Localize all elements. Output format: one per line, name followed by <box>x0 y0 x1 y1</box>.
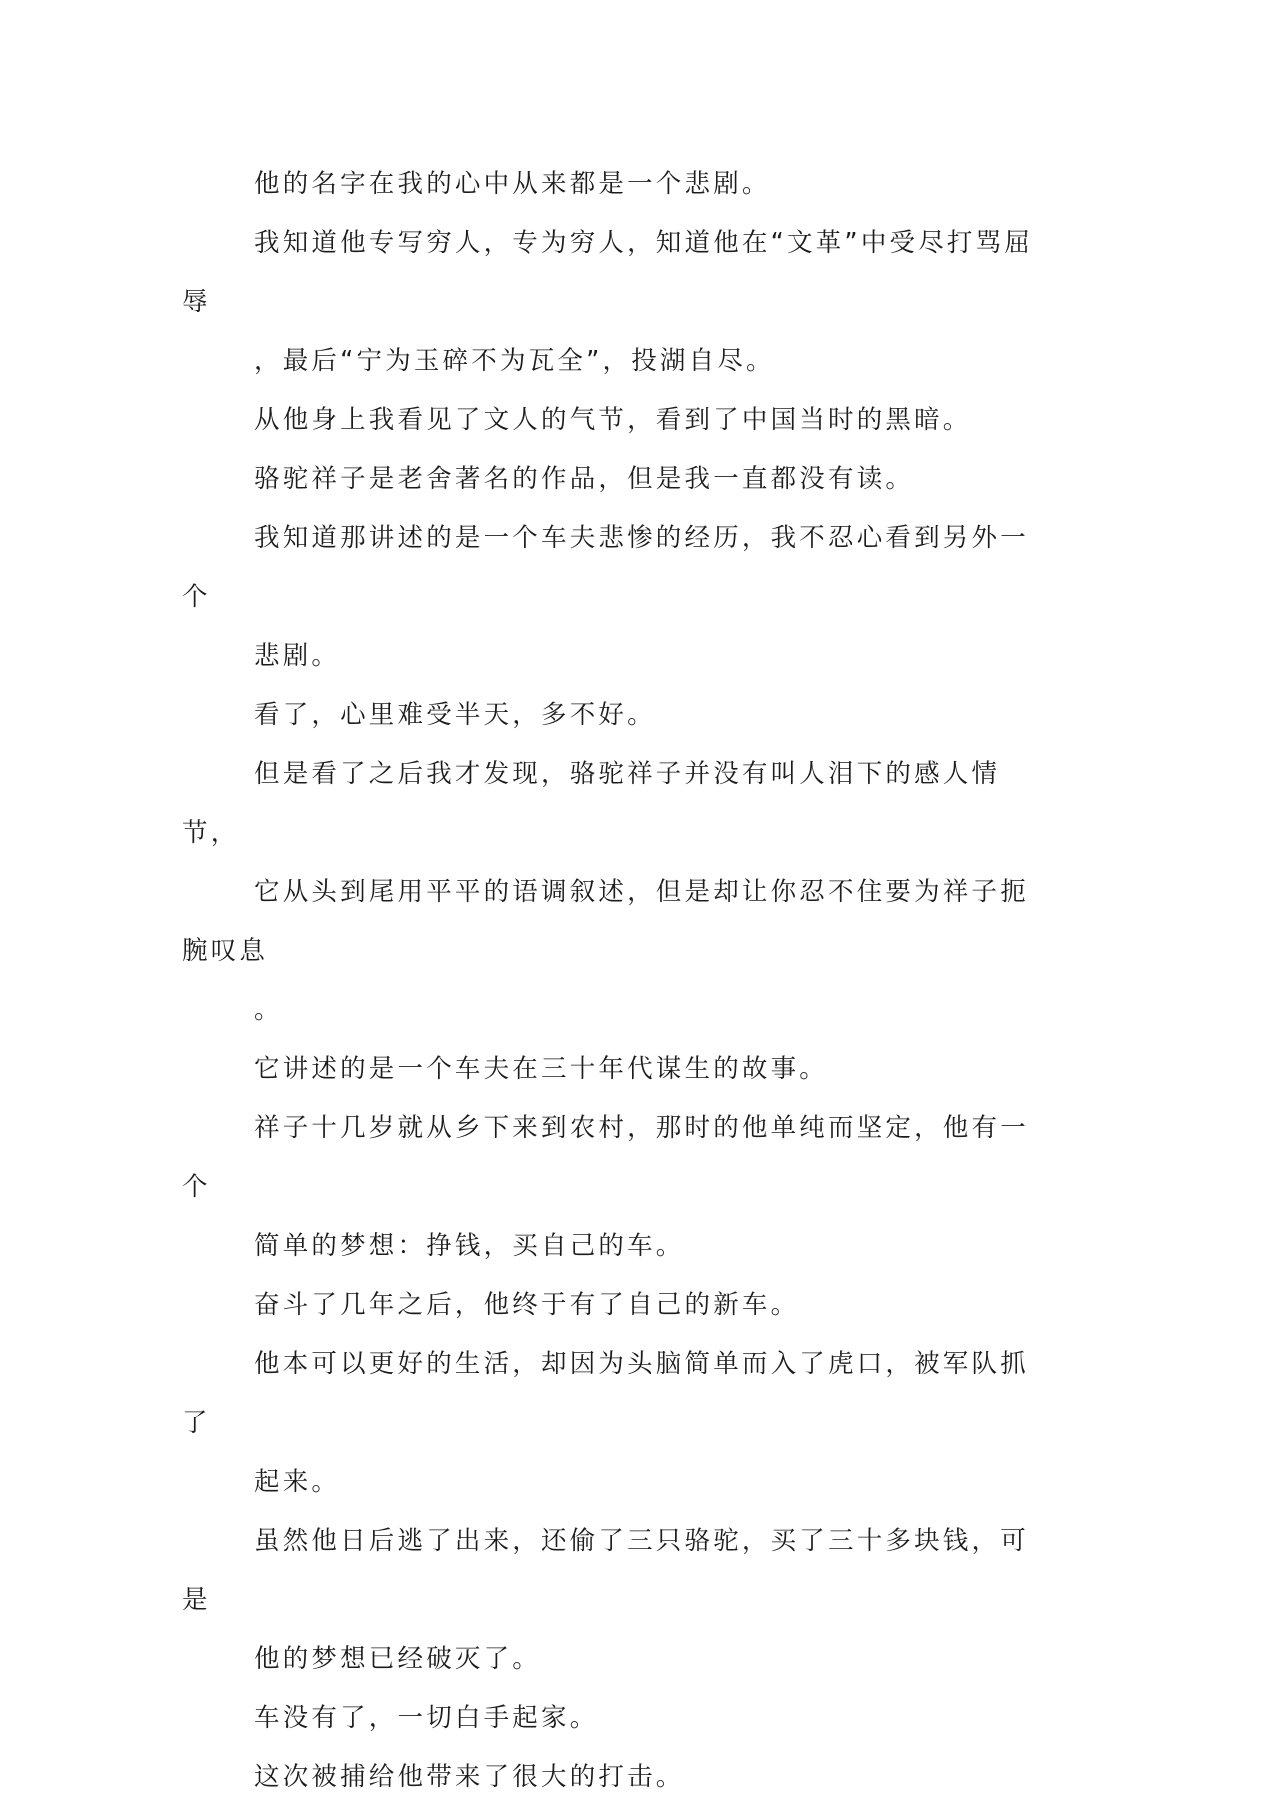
paragraph <box>182 686 1052 745</box>
paragraph <box>182 1512 1052 1689</box>
text-line: 它讲述的是一个车夫在三十年代谋生的故事。 <box>254 1054 829 1084</box>
text-line: 从他身上我看见了文人的气节，看到了中国当时的黑暗。 <box>254 405 972 435</box>
paragraph <box>182 1689 1052 1748</box>
text-line: 。 <box>254 995 283 1025</box>
text-line: 我知道他专写穷人，专为穷人，知道他在“文革”中受尽打骂屈辱 <box>182 228 1034 317</box>
text-line: 起来。 <box>254 1467 341 1497</box>
text-line: 悲剧。 <box>254 641 341 671</box>
paragraph <box>182 1335 1052 1512</box>
text-line: 虽然他日后逃了出来，还偷了三只骆驼，买了三十多块钱，可是 <box>182 1526 1029 1615</box>
paragraph <box>182 450 1052 509</box>
paragraph <box>182 745 1052 1040</box>
text-line: 车没有了，一切白手起家。 <box>254 1703 599 1733</box>
text-line: 看了，心里难受半天，多不好。 <box>254 700 656 730</box>
text-line: 他的梦想已经破灭了。 <box>254 1644 542 1674</box>
text-line: ，最后“宁为玉碎不为瓦全”，投湖自尽。 <box>254 346 775 376</box>
text-line: 但是看了之后我才发现，骆驼祥子并没有叫人泪下的感人情节， <box>182 759 1001 848</box>
paragraph <box>182 1099 1052 1276</box>
text-line: 简单的梦想：挣钱，买自己的车。 <box>254 1231 685 1261</box>
document-body <box>182 155 1052 1807</box>
text-line: 他的名字在我的心中从来都是一个悲剧。 <box>254 169 771 199</box>
text-line: 他本可以更好的生活，却因为头脑简单而入了虎口，被军队抓了 <box>182 1349 1029 1438</box>
text-line: 祥子十几岁就从乡下来到农村，那时的他单纯而坚定，他有一个 <box>182 1113 1029 1202</box>
paragraph <box>182 1748 1052 1807</box>
text-line: 我知道那讲述的是一个车夫悲惨的经历，我不忍心看到另外一个 <box>182 523 1029 612</box>
paragraph <box>182 391 1052 450</box>
paragraph <box>182 1040 1052 1099</box>
text-line: 骆驼祥子是老舍著名的作品，但是我一直都没有读。 <box>254 464 915 494</box>
text-line: 奋斗了几年之后，他终于有了自己的新车。 <box>254 1290 800 1320</box>
paragraph <box>182 214 1052 391</box>
paragraph <box>182 155 1052 214</box>
text-line: 它从头到尾用平平的语调叙述，但是却让你忍不住要为祥子扼腕叹息 <box>182 877 1029 966</box>
text-line: 这次被捕给他带来了很大的打击。 <box>254 1762 685 1792</box>
paragraph <box>182 509 1052 686</box>
paragraph <box>182 1276 1052 1335</box>
